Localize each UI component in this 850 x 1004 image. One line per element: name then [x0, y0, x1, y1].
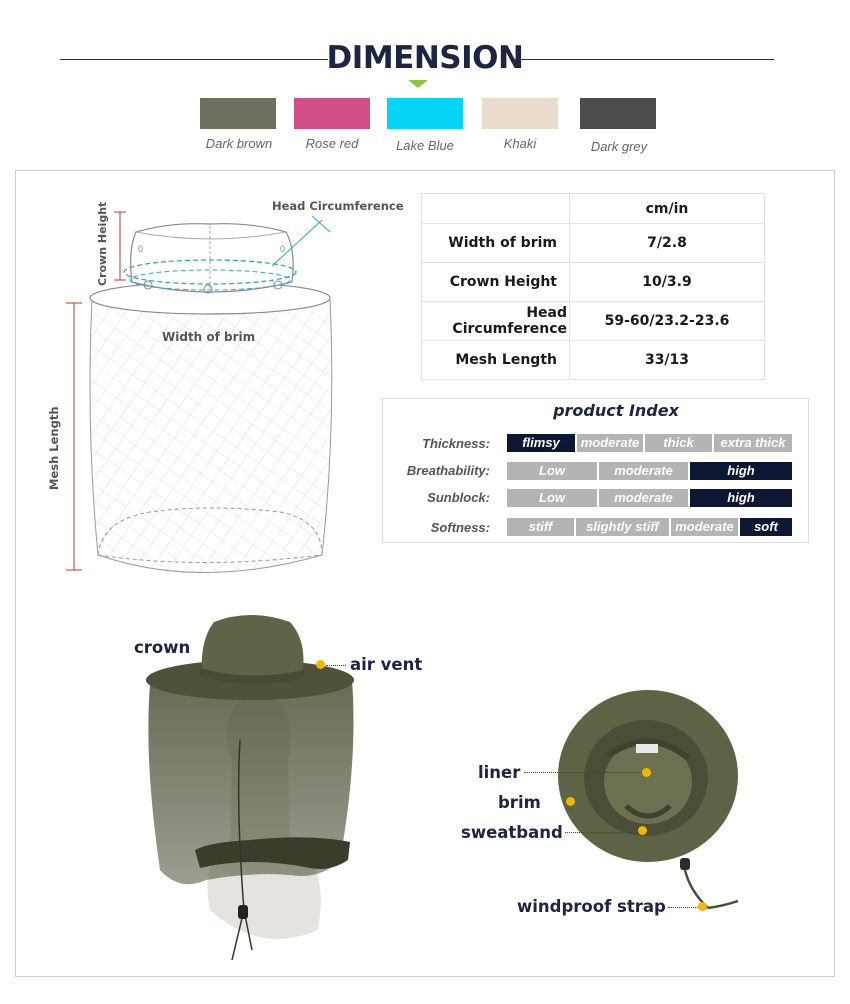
table-row — [422, 341, 765, 380]
color-swatch-khaki — [482, 98, 558, 129]
table-header-blank — [422, 194, 570, 224]
callout-crown: crown — [134, 638, 191, 657]
table-row-value: 10/3.9 — [570, 263, 765, 302]
liner-leader — [524, 772, 642, 773]
mesh-length-label: Mesh Length — [47, 406, 61, 490]
hat-dimension-diagram — [40, 190, 410, 590]
table-row-name: Width of brim — [422, 224, 570, 263]
head-circumference-label: Head Circumference — [272, 199, 404, 213]
index-option-flimsy: flimsy — [507, 434, 575, 452]
table-unit-header: cm/in — [570, 194, 765, 224]
color-swatch-dark-brown — [200, 98, 276, 129]
index-option-low: Low — [507, 462, 597, 480]
hat-on-mannequin-image — [140, 610, 370, 970]
index-option-moderate: moderate — [577, 434, 643, 452]
liner-dot-icon — [642, 768, 651, 777]
table-row-name: Head Circumference — [422, 302, 570, 341]
crown-height-label: Crown Height — [96, 201, 109, 286]
table-row-name: Crown Height — [422, 263, 570, 302]
index-option-high: high — [690, 489, 792, 507]
callout-windproof-strap: windproof strap — [517, 897, 666, 916]
index-label-thickness: Thickness: — [422, 436, 490, 451]
air-vent-dot-icon — [316, 660, 325, 669]
page-title: DIMENSION — [326, 40, 524, 76]
svg-text:0: 0 — [138, 244, 144, 254]
table-row — [422, 224, 765, 263]
dimension-table — [421, 193, 765, 380]
windproof-strap-dot-icon — [698, 902, 707, 911]
table-row — [422, 263, 765, 302]
callout-brim: brim — [498, 793, 541, 812]
windproof-strap-leader — [668, 907, 698, 908]
index-option-soft: soft — [740, 518, 792, 536]
table-row-value: 7/2.8 — [570, 224, 765, 263]
color-swatch-rose-red — [294, 98, 370, 129]
crown-outline — [131, 224, 293, 292]
width-of-brim-label: Width of brim — [162, 330, 256, 344]
index-label-softness: Softness: — [430, 520, 490, 535]
index-option-high: high — [690, 462, 792, 480]
callout-liner: liner — [478, 763, 521, 782]
color-label-dark-brown: Dark brown — [205, 136, 273, 151]
index-option-slightly-stiff: slightly stiff — [576, 518, 669, 536]
index-option-low: Low — [507, 489, 597, 507]
index-option-moderate: moderate — [671, 518, 738, 536]
index-option-extra-thick: extra thick — [714, 434, 792, 452]
index-option-moderate: moderate — [599, 489, 688, 507]
color-label-khaki: Khaki — [503, 136, 537, 151]
color-swatch-lake-blue — [387, 98, 463, 129]
index-option-moderate: moderate — [599, 462, 688, 480]
color-label-lake-blue: Lake Blue — [396, 138, 454, 153]
color-swatch-dark-grey — [580, 98, 656, 129]
table-row-value: 59-60/23.2-23.6 — [570, 302, 765, 341]
table-row-name: Mesh Length — [422, 341, 570, 380]
table-row-value: 33/13 — [570, 341, 765, 380]
product-index-title: product Index — [553, 401, 679, 420]
air-vent-leader — [326, 665, 346, 666]
sweatband-leader — [565, 832, 638, 833]
color-label-dark-grey: Dark grey — [590, 139, 648, 154]
index-option-stiff: stiff — [507, 518, 574, 536]
sweatband-dot-icon — [638, 826, 647, 835]
callout-sweatband: sweatband — [461, 823, 563, 842]
brim-dot-icon — [566, 797, 575, 806]
index-option-thick: thick — [645, 434, 712, 452]
color-label-rose-red: Rose red — [305, 136, 359, 151]
title-marker-icon — [408, 80, 428, 88]
callout-air-vent: air vent — [350, 655, 423, 674]
hat-underside-image — [558, 686, 748, 916]
table-row — [422, 302, 765, 341]
svg-text:0: 0 — [280, 244, 286, 254]
index-label-breathability: Breathability: — [406, 463, 490, 478]
index-label-sunblock: Sunblock: — [427, 490, 490, 505]
table-header-row — [422, 194, 765, 224]
